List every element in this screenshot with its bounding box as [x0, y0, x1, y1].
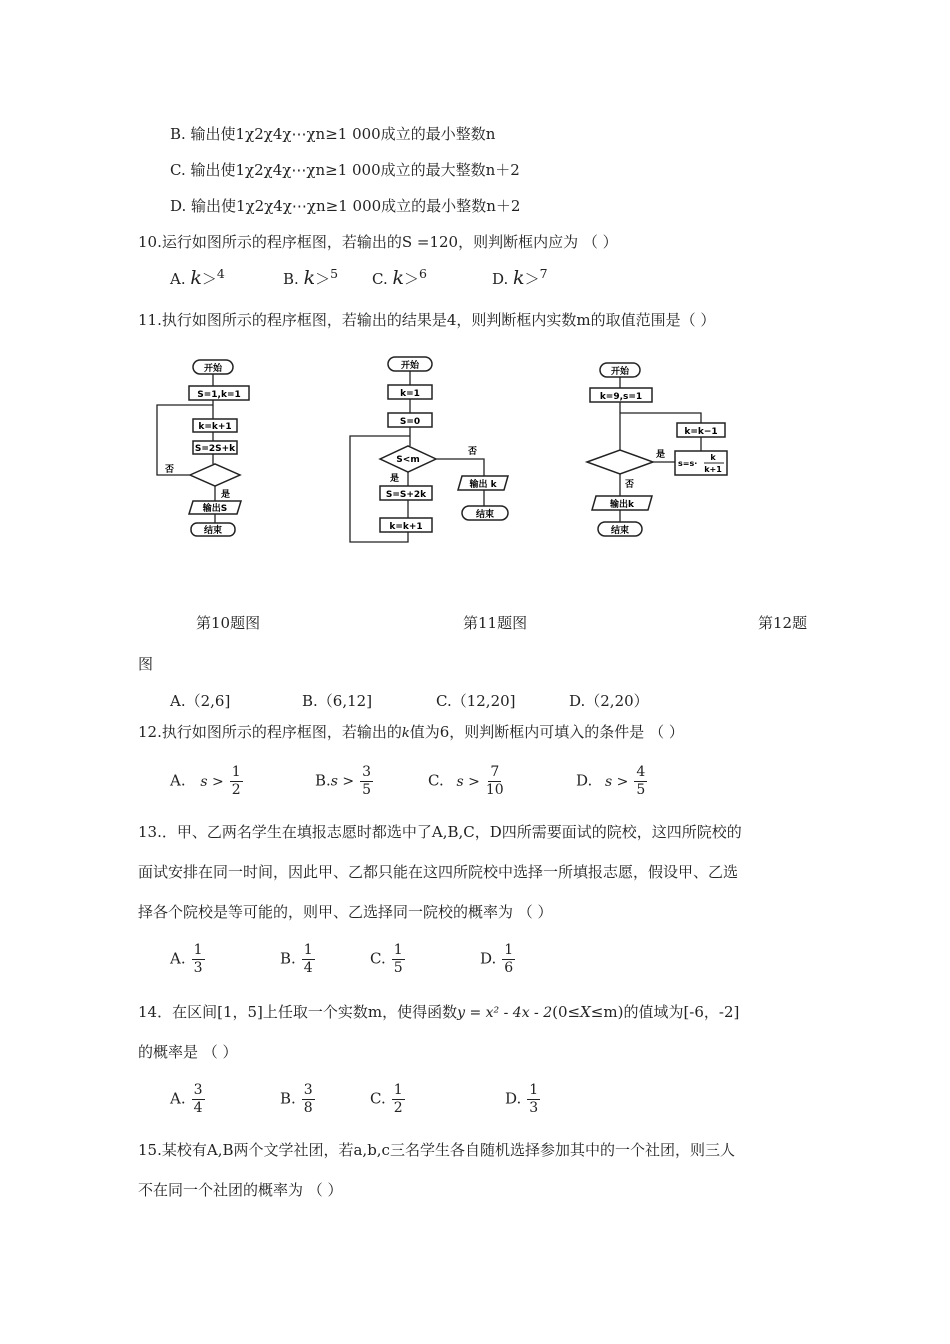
fig10-yes-label: 是: [221, 490, 231, 500]
flowchart-fig11: [340, 352, 520, 552]
q12-option-a: A. s > $\frac{1}{2}$: [170, 764, 241, 798]
fig12-frac-num: k: [710, 453, 716, 462]
q13-line2: 面试安排在同一时间，因此甲、乙都只能在这四所院校中选择一所填报志愿，假设甲、乙选: [138, 863, 739, 881]
fig10-cond: [190, 464, 240, 486]
fig11-step2-label: k=k+1: [389, 522, 423, 532]
fig12-frac-den: k+1: [704, 465, 722, 474]
caption-fig12-cont: 图: [138, 655, 154, 673]
fig11-init1-label: k=1: [400, 389, 420, 399]
flowchart-fig12: [582, 360, 742, 545]
q11-option-a: A.（2,6]: [170, 692, 231, 710]
q10-option-a: A. k＞$^4$: [170, 266, 225, 289]
q11-option-b: B.（6,12]: [302, 692, 373, 710]
q13-option-c: C. $\frac{1}{5}$: [370, 942, 403, 976]
q10-option-d: D. k＞$^7$: [492, 266, 548, 289]
q10-option-c: C. k＞$^6$: [372, 266, 427, 289]
q14-line2: 的概率是 （ ）: [138, 1043, 238, 1061]
caption-fig10: 第10题图: [196, 614, 261, 632]
fig11-output-label: 输出 k: [469, 480, 497, 490]
q10-option-b: B. k＞$^5$: [283, 266, 339, 289]
q11-option-c: C.（12,20]: [436, 692, 516, 710]
fig12-yes-label: 是: [656, 450, 666, 460]
q9-option-c: C. 输出使1χ2χ4χ⋯χn≥1 000成立的最大整数n＋2: [170, 161, 520, 179]
fig11-no-label: 否: [468, 447, 478, 457]
caption-fig12: 第12题: [758, 614, 808, 632]
fig11-step1-label: S=S+2k: [385, 490, 427, 500]
q13-line1: 13.．甲、乙两名学生在填报志愿时都选中了A,B,C，D四所需要面试的院校，这四所院校的: [138, 823, 742, 841]
q12-option-c: C. s > $\frac{7}{10}$: [428, 764, 504, 798]
caption-fig11: 第11题图: [463, 614, 528, 632]
q13-option-a: A. $\frac{1}{3}$: [170, 942, 203, 976]
fig12-step-label: k=k−1: [684, 427, 718, 437]
fig10-step2-label: S=2S+k: [194, 444, 236, 454]
fig10-output-label: 输出S: [202, 504, 228, 514]
q15-line2: 不在同一个社团的概率为 （ ）: [138, 1181, 343, 1199]
q14-option-c: C. $\frac{1}{2}$: [370, 1082, 403, 1116]
q11-option-d: D.（2,20）: [569, 692, 649, 710]
q10-stem: 10.运行如图所示的程序框图，若输出的S =120，则判断框内应为 （ ）: [138, 233, 618, 251]
fig11-end-label: 结束: [475, 510, 495, 520]
fig12-assign-label: s=s·: [678, 459, 698, 468]
fig11-start-label: 开始: [400, 361, 420, 371]
fig11-cond-label: S<m: [396, 455, 420, 465]
flowchart-fig10: [145, 355, 255, 540]
fig12-end-label: 结束: [610, 526, 630, 536]
q15-line1: 15.某校有A,B两个文学社团，若a,b,c三名学生各自随机选择参加其中的一个社团，则三人: [138, 1141, 735, 1159]
q12-stem: 12.执行如图所示的程序框图，若输出的k值为6，则判断框内可填入的条件是 （ ）: [138, 723, 684, 741]
q14-option-b: B. $\frac{3}{8}$: [280, 1082, 313, 1116]
fig10-end-label: 结束: [203, 526, 223, 536]
q9-option-d: D. 输出使1χ2χ4χ⋯χn≥1 000成立的最小整数n＋2: [170, 197, 521, 215]
fig12-init-label: k=9,s=1: [599, 392, 643, 402]
fig11-init2-label: S=0: [399, 417, 421, 427]
q13-option-b: B. $\frac{1}{4}$: [280, 942, 313, 976]
q12-option-d: D. s > $\frac{4}{5}$: [576, 764, 646, 798]
q14-line1: 14．在区间[1，5]上任取一个实数m，使得函数y = x² - 4x - 2(0≤X≤m)的值域为[-6，-2]: [138, 1003, 740, 1021]
q14-option-a: A. $\frac{3}{4}$: [170, 1082, 203, 1116]
q12-option-b: B.s > $\frac{3}{5}$: [315, 764, 372, 798]
fig12-output-label: 输出k: [610, 500, 634, 510]
fig11-yes-label: 是: [390, 474, 400, 484]
fig10-step1-label: k=k+1: [198, 422, 232, 432]
fig10-no-label: 否: [165, 465, 175, 475]
fig10-start-label: 开始: [203, 364, 223, 374]
q13-line3: 择各个院校是等可能的，则甲、乙选择同一院校的概率为 （ ）: [138, 903, 553, 921]
fig10-init-label: S=1,k=1: [197, 390, 241, 400]
q11-stem: 11.执行如图所示的程序框图，若输出的结果是4，则判断框内实数m的取值范围是（ ）: [138, 311, 716, 329]
q9-option-b: B. 输出使1χ2χ4χ⋯χn≥1 000成立的最小整数n: [170, 125, 496, 143]
q13-option-d: D. $\frac{1}{6}$: [480, 942, 514, 976]
fig12-start-label: 开始: [610, 367, 630, 377]
q14-option-d: D. $\frac{1}{3}$: [505, 1082, 539, 1116]
fig12-no-label: 否: [625, 480, 635, 490]
